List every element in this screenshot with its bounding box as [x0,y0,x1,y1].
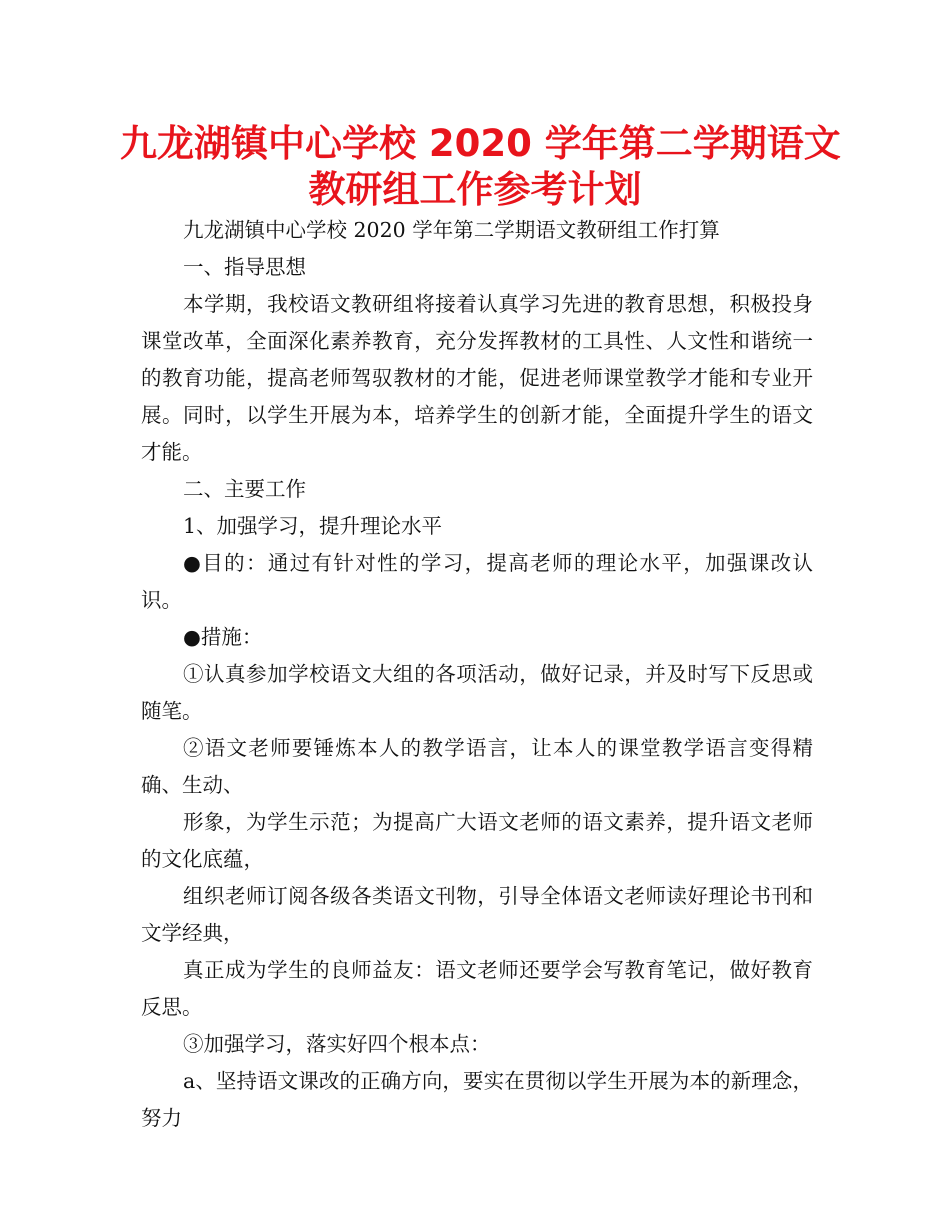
paragraph-measure-3: ③加强学习，落实好四个根本点： [183,1032,491,1056]
paragraph-measure-2-cont-c: 真正成为学生的良师益友：语文老师还要学会写教育笔记，做好教育反思。 [141,958,813,1019]
section-heading-main-work: 二、主要工作 [183,477,306,501]
paragraph-guiding-thought: 本学期，我校语文教研组将接着认真学习先进的教育思想，积极投身课堂改革，全面深化素养教育，充分发挥教材的工具性、人文性和谐统一的教育功能，提高老师驾驭教材的才能，促进老师课堂教学才能和专业开展。同时，以学生开展为本，培养学生的创新才能，全面提升学生的语文才能。 [141,292,813,464]
document-title-line-1: 九龙湖镇中心学校 2020 学年第二学期语文 [120,122,841,165]
paragraph-measure-2-cont-b: 组织老师订阅各级各类语文刊物，引导全体语文老师读好理论书刊和文学经典， [141,884,813,945]
section-heading-guiding-thought: 一、指导思想 [183,255,306,279]
subtitle-paragraph: 九龙湖镇中心学校 2020 学年第二学期语文教研组工作打算 [183,218,720,242]
paragraph-measure-2: ②语文老师要锤炼本人的教学语言，让本人的课堂教学语言变得精确、生动、 [141,736,813,797]
document-body [141,212,813,1137]
paragraph-purpose: ●目的：通过有针对性的学习，提高老师的理论水平，加强课改认识。 [141,551,813,612]
paragraph-point-a: a、坚持语文课改的正确方向，要实在贯彻以学生开展为本的新理念，努力 [141,1069,813,1130]
paragraph-measure-1: ①认真参加学校语文大组的各项活动，做好记录，并及时写下反思或随笔。 [141,662,813,723]
paragraph-measures-label: ●措施： [183,625,263,649]
paragraph-measure-2-cont-a: 形象，为学生示范；为提高广大语文老师的语文素养，提升语文老师的文化底蕴， [141,810,813,871]
document-title-line-2: 教研组工作参考计划 [308,168,642,211]
item-heading-strengthen-study: 1、加强学习，提升理论水平 [183,514,443,538]
